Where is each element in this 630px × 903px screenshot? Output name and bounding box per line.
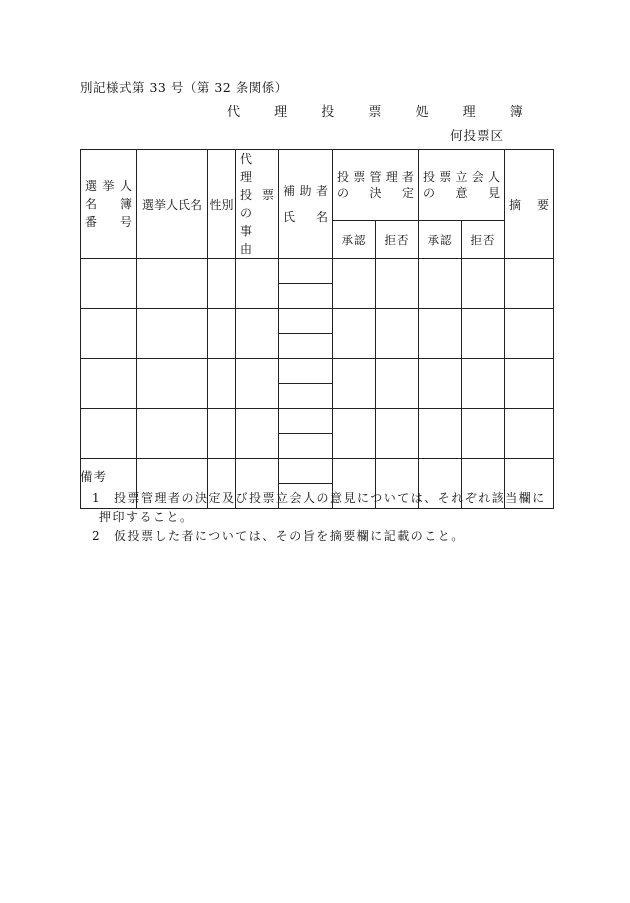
header-proxy-reason-line-3: 事 由 (240, 224, 265, 256)
note-2-text: 仮投票した者については、その旨を摘要欄に記載のこと。 (114, 529, 465, 543)
proxy-vote-register-table (80, 149, 554, 509)
cell-witness-approve[interactable] (419, 409, 462, 459)
document-title: 代 理 投 票 処 理 簿 (227, 105, 538, 120)
table-row (81, 309, 554, 334)
cell-helper-1[interactable] (279, 259, 333, 284)
table-row (81, 459, 554, 484)
header-helper-name (279, 150, 333, 259)
cell-memo[interactable] (505, 309, 554, 359)
header-proxy-reason-line-1: 代 理 (240, 152, 265, 184)
header-witness-opinion-line-1: 投票立会人 (423, 170, 501, 185)
cell-sex[interactable] (208, 259, 236, 309)
header-proxy-reason (236, 150, 279, 259)
cell-helper-1[interactable] (279, 309, 333, 334)
header-memo (505, 150, 554, 259)
cell-voter-name[interactable] (137, 259, 208, 309)
cell-proxy-reason[interactable] (236, 309, 279, 359)
cell-manager-approve[interactable] (333, 259, 376, 309)
cell-manager-approve[interactable] (333, 309, 376, 359)
form-caption: 別記様式第 33 号（第 32 条関係） (80, 80, 288, 95)
cell-manager-reject[interactable] (376, 409, 419, 459)
note-2 (92, 527, 465, 544)
note-2-number: 2 (92, 529, 102, 543)
cell-manager-reject[interactable] (376, 359, 419, 409)
cell-helper-2[interactable] (279, 384, 333, 409)
cell-voter-name[interactable] (137, 359, 208, 409)
header-witness-approve: 承認 (419, 221, 462, 259)
cell-proxy-reason[interactable] (236, 359, 279, 409)
cell-witness-reject[interactable] (462, 259, 505, 309)
cell-manager-approve[interactable] (333, 409, 376, 459)
header-helper-name-line-1: 補助者 (283, 184, 328, 198)
cell-witness-approve[interactable] (419, 309, 462, 359)
cell-memo[interactable] (505, 359, 554, 409)
header-witness-opinion-line-2: の 意 見 (423, 186, 501, 201)
cell-helper-2[interactable] (279, 434, 333, 459)
header-helper-name-line-2: 氏 名 (283, 210, 328, 224)
notes-heading: 備考 (80, 469, 108, 484)
cell-helper-1[interactable] (279, 359, 333, 384)
header-voter-number-line-2: 名 簿 (85, 197, 132, 211)
header-voter-number-line-3: 番 号 (85, 215, 132, 229)
cell-voter-number[interactable] (81, 259, 137, 309)
cell-voter-name[interactable] (137, 409, 208, 459)
cell-witness-reject[interactable] (462, 359, 505, 409)
polling-district: 何投票区 (450, 128, 505, 143)
note-1-text-continued: 押印すること。 (99, 510, 194, 524)
header-manager-reject: 拒否 (376, 221, 419, 259)
cell-voter-number[interactable] (81, 409, 137, 459)
cell-helper-1[interactable] (279, 409, 333, 434)
table-row (81, 359, 554, 384)
cell-memo[interactable] (505, 409, 554, 459)
note-1-continued (99, 508, 194, 525)
cell-voter-number[interactable] (81, 309, 137, 359)
header-voter-number-line-1: 選挙人 (85, 179, 132, 193)
table-row (81, 259, 554, 284)
cell-sex[interactable] (208, 359, 236, 409)
table-row (81, 409, 554, 434)
cell-helper-1[interactable] (279, 459, 333, 484)
header-voter-name (137, 150, 208, 259)
header-sex-label: 性別 (209, 197, 234, 212)
cell-proxy-reason[interactable] (236, 409, 279, 459)
header-sex (208, 150, 236, 259)
cell-witness-reject[interactable] (462, 309, 505, 359)
cell-voter-name[interactable] (137, 309, 208, 359)
header-witness-reject: 拒否 (462, 221, 505, 259)
header-manager-approve: 承認 (333, 221, 376, 259)
header-manager-decision-line-2: の 決 定 (337, 186, 415, 201)
cell-sex[interactable] (208, 309, 236, 359)
cell-witness-reject[interactable] (462, 409, 505, 459)
header-manager-decision-line-1: 投票管理者 (337, 170, 415, 185)
header-proxy-reason-line-2: 投票の (240, 188, 274, 220)
header-manager-decision (333, 150, 419, 221)
header-voter-name-label: 選挙人氏名 (141, 197, 202, 212)
cell-voter-number[interactable] (81, 359, 137, 409)
cell-helper-2[interactable] (279, 284, 333, 309)
note-1 (92, 489, 546, 506)
note-1-text: 投票管理者の決定及び投票立会人の意見については、それぞれ該当欄に (114, 491, 546, 505)
cell-witness-approve[interactable] (419, 359, 462, 409)
cell-manager-approve[interactable] (333, 359, 376, 409)
header-witness-opinion (419, 150, 505, 221)
header-voter-number (81, 150, 137, 259)
cell-witness-approve[interactable] (419, 259, 462, 309)
note-1-number: 1 (92, 491, 102, 505)
header-memo-label: 摘 要 (509, 197, 550, 212)
cell-proxy-reason[interactable] (236, 259, 279, 309)
cell-sex[interactable] (208, 409, 236, 459)
cell-helper-2[interactable] (279, 334, 333, 359)
cell-manager-reject[interactable] (376, 309, 419, 359)
cell-manager-reject[interactable] (376, 259, 419, 309)
cell-memo[interactable] (505, 259, 554, 309)
